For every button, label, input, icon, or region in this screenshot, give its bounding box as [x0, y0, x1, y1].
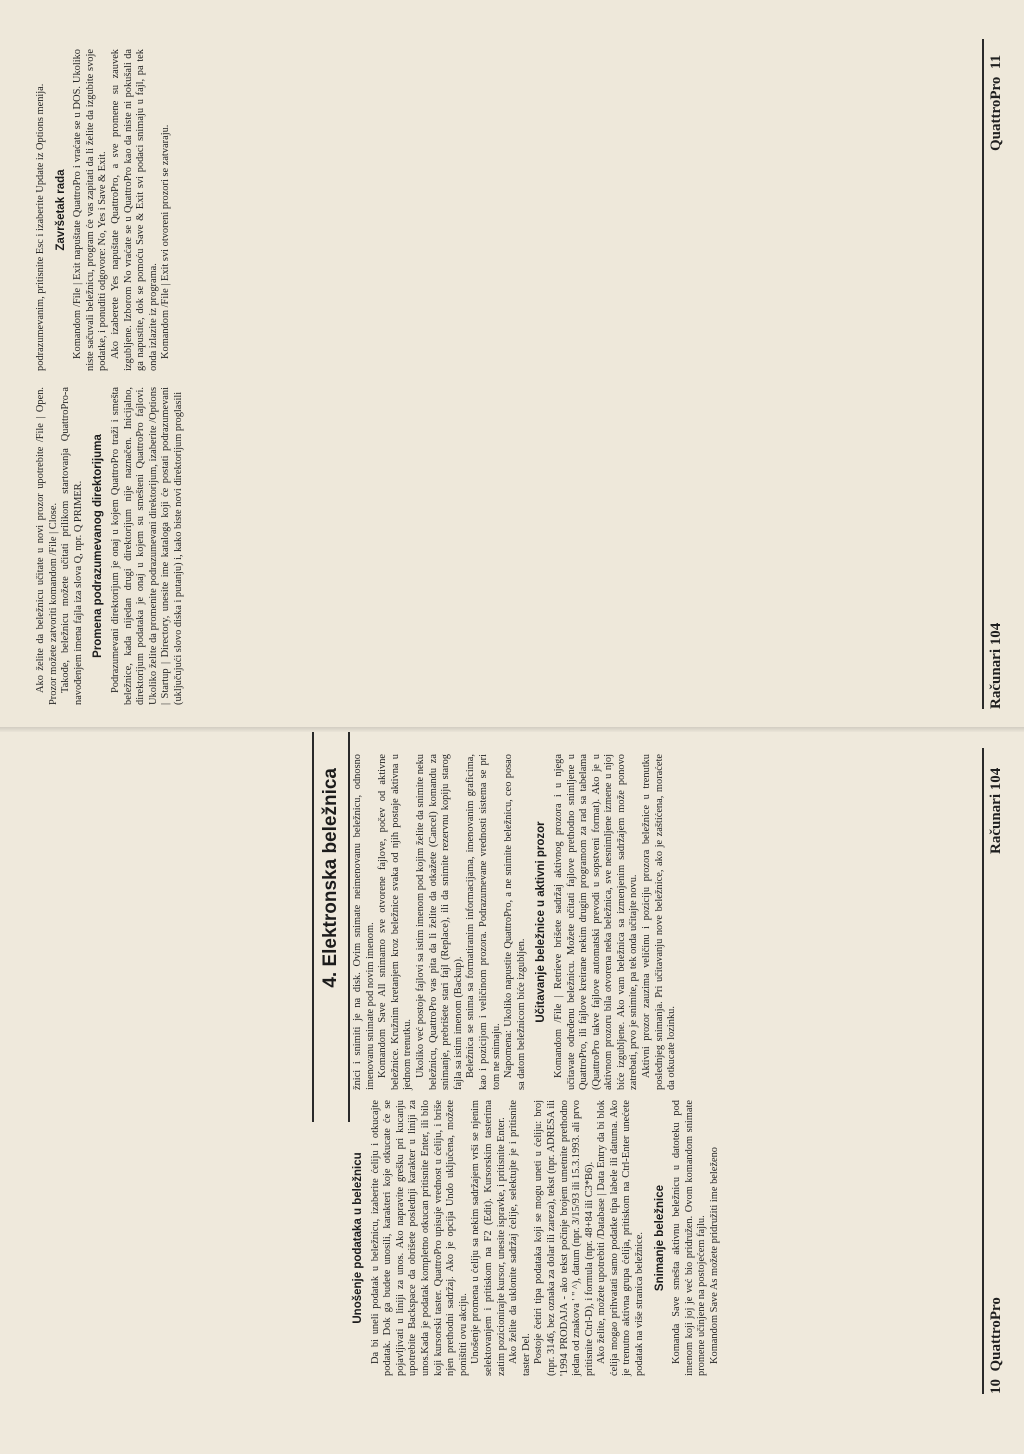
- heading-saving: Snimanje beležnice: [653, 1184, 666, 1292]
- paragraph: Komandom /File | Exit napuštate QuattroPro i vraćate se u DOS. Ukoliko niste sačuvali beležnicu, program će vas zapitati da li želite da izgubite svoje podatke, i ponuditi odgovore: No, Yes i Save & Exit.: [72, 49, 109, 371]
- page-10: [0, 727, 1024, 1454]
- paragraph: podrazumevanim, pritisnite Esc i izaberite Update iz Options menija.: [35, 83, 46, 371]
- paragraph: Napomena: Ukoliko napustite QuattroPro, a ne snimite beležnicu, ceo posao sa datom beležnicom biće izgubljen.: [503, 754, 527, 1090]
- paragraph: Ako želite da beležnicu učitate u novi prozor upotrebite /File | Open. Prozor možete zatvoriti komandom /File | Close.: [35, 387, 59, 705]
- heading-directory: Promena podrazumevanog direktorijuma: [92, 434, 105, 658]
- paragraph: Takođe, beležnicu možete učitati prilikom startovanja QuattroPro-a navođenjem imena fajla iza slova Q, npr. Q PRIMER.: [60, 387, 84, 705]
- footer-magazine-name: Računari 104: [988, 622, 1004, 709]
- footer-rule: [982, 39, 984, 709]
- bleed-through-text: [360, 47, 920, 697]
- paragraph: Komandom Save As možete pridružiti ime beleženo: [709, 1147, 721, 1364]
- left-column-2: [352, 754, 679, 1090]
- paragraph: Podrazumevani direktorijum je onaj u kojem QuattroPro traži i smešta beležnice, kada nijedan drugi direktorijum nije naznačen. Inicijalno, direktorijum podataka je onaj u kojem su smešteni QuattroPro fajlovi. Ukoliko želite da promenite podrazumevani direktorijum, izaberite /Options | Startup | Directory, unesite ime kataloga koji će postati podrazumevani (uključujući slovo diska i putanju) i, kako biste novi direktorijum proglasili: [109, 387, 184, 705]
- paragraph: Postoje četiri tipa podataka koji se mogu uneti u ćeliju: broj (npr. 3146, bez oznaka za dolar ili zareza), tekst (npr. ADRESA ili '1994 PRODAJA - ako tekst počinje brojem umetnite prethodno jedan od znakova ' " ^), datum (npr. 3/15/93 ili 15.3.1993. ali prvo pritisnite Ctrl-D), i formula (npr. 48+84 ili C3*B6).: [533, 1100, 595, 1376]
- heading-loading: Učitavanje beležnice u aktivni prozor: [535, 821, 548, 1023]
- page-number-10: 10 QuattroPro: [988, 1297, 1004, 1394]
- paragraph: Aktivni prozor zauzima veličinu i poziciju prozora beležnice u trenutku poslednjeg snimanja. Pri učitavanju nove beležnice, ako je zaštićena, moraćete da otkucate lozinku.: [641, 754, 678, 1090]
- footer-rule: [982, 748, 984, 1394]
- chapter-title: 4. Elektronska beležnica: [320, 768, 341, 988]
- paragraph: Komandom Save All snimamo sve otvorene fajlove, počev od aktivne beležnice. Kružnim kretanjem kroz beležnice svaka od njih postaje aktivna u jednom trenutku.: [377, 754, 414, 1090]
- paragraph: Unošenje promena u ćeliju sa nekim sadržajem vrši se njenim selektovanjem i pritiskom na F2 (Edit). Kursorskim tasterima zatim pozicionirajte kursor, unesite ispravke, i pritisnite Enter.: [470, 1100, 507, 1376]
- paragraph: Ako želite da uklonite sadržaj ćelije, selektujte je i pritisnite taster Del.: [508, 1100, 532, 1376]
- left-column-1: [345, 1100, 722, 1376]
- paragraph: Da bi uneli podatak u beležnicu, izaberite ćeliju i otkucajte podatak. Dok ga budete unosili, karakteri koje otkucate će se pojavljivati u liniji za unos. Ako napravite grešku pri kucanju upotrebite Backspace da obrišete poslednji karakter u liniji za unos.Kada je podatak kompletno otkucan pritisnite Enter, ili bilo koji kursorski taster. QuattroPro upisuje vrednost u ćeliju, i briše njen prethodni sadržaj. Ako je opcija Undo uključena, možete poništiti ovu akciju.: [369, 1100, 469, 1376]
- right-column-2: [35, 49, 173, 371]
- paragraph: Komandom /File | Exit svi otvoreni prozori se zatvaraju.: [160, 124, 172, 359]
- paragraph: Komandom /File | Retrieve brišete sadržaj aktivnog prozora i u njega učitavate određenu beležnicu. Možete učitati fajlove prethodno snimljene u QuattroPro, ili fajlove kreirane nekim drugim programom za rad sa tabelama (QuattroPro takve fajlove automatski prevodi u sopstveni format). Ako je u aktivnom prozoru bila otvorena neka beležnica, sve nesnimljene izmene u njoj biće izgubljene. Ako vam beležnica sa izmenjenim sadržajem može ponovo zatrebati, prvo je snimite, pa tek onda učitajte novu.: [552, 754, 640, 1090]
- paragraph: Ukoliko već postoje fajlovi sa istim imenom pod kojim želite da snimite neku beležnicu, QuattroPro vas pita da li želite da otkažete (Cancel) komandu za snimanje, prebrišete stari fajl (Replace), ili da snimite rezervnu kopiju starog fajla sa istim imenom (Backup).: [414, 754, 464, 1090]
- page-number-11: QuattroPro 11: [988, 54, 1004, 151]
- paragraph: Ako izaberete Yes napuštate QuattroPro, a sve promene su zauvek izgubljene. Izborom No vraćate se u QuattroPro kao da niste ni pokušali da ga napustite, dok se pomoću Save & Exit svi podaci snimaju u fajl, pa tek onda izlazite iz programa.: [109, 49, 159, 371]
- paragraph: Komanda Save smešta aktivnu beležnicu u datoteku pod imenom koji joj je već bio pridružen. Ovom komandom snimate promene učinjene na postojećem fajlu.: [671, 1100, 708, 1376]
- right-column-1: [35, 387, 186, 705]
- footer-magazine-name: Računari 104: [988, 767, 1004, 854]
- paragraph: žnici i snimiti je na disk. Ovim snimate neimenovanu beležnicu, odnosno imenovanu snimate pod novim imenom.: [352, 754, 376, 1090]
- paragraph: Beležnica se snima sa formatiranim informacijama, imenovanim graficima, kao i pozicijom i veličinom prozora. Podrazumevane vrednosti sistema se pri tom ne snimaju.: [465, 754, 502, 1090]
- heading-exit: Završetak rada: [54, 169, 67, 251]
- heading-entering-data: Unošenje podataka u beležnicu: [352, 1152, 364, 1324]
- bleed-through-text: [90, 764, 290, 1094]
- chapter-heading: [312, 732, 350, 1122]
- paragraph: Ako želite, možete upotrebiti /Database | Data Entry da bi blok ćelija mogao prihvatati samo podatke tipa labele ili datuma. Ako je trenutno aktivna grupa ćelija, pritiskom na Ctrl-Enter unećete podatak na više stranica beležnice.: [596, 1100, 646, 1376]
